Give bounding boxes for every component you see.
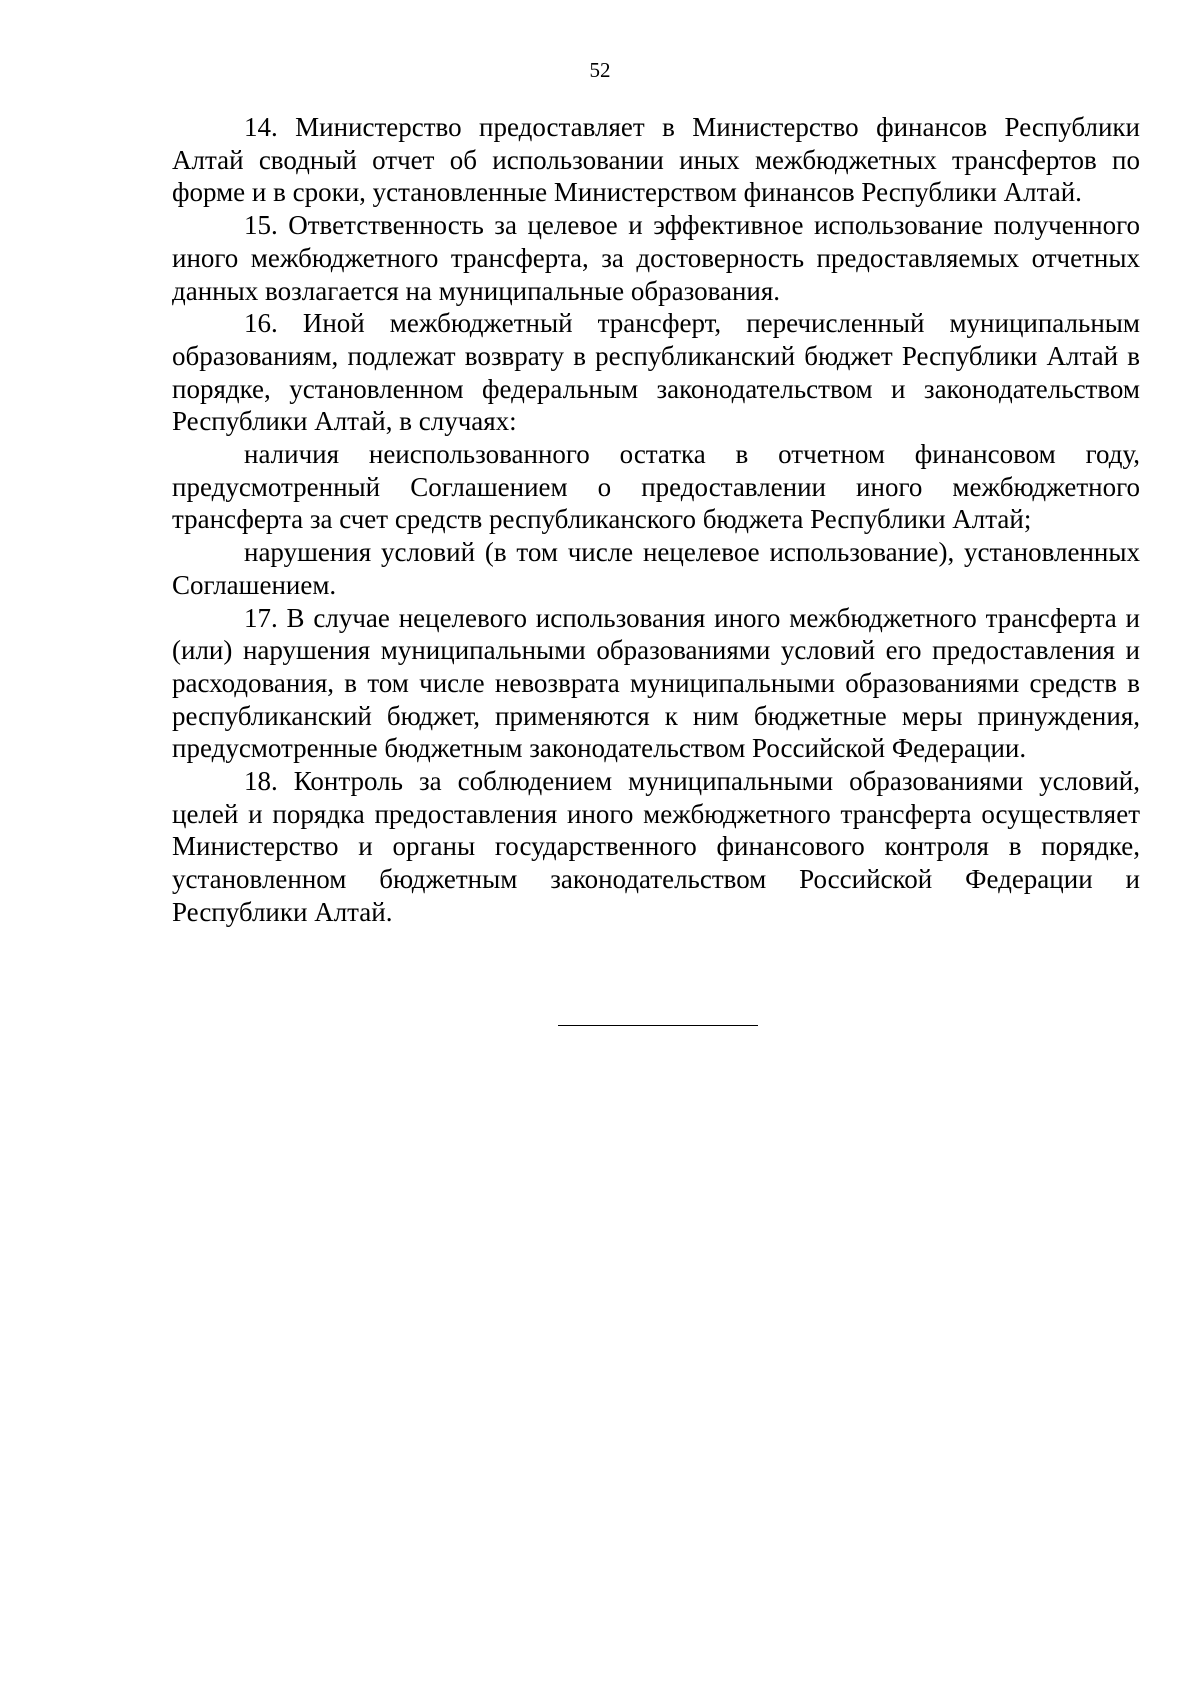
paragraph-18: 18. Контроль за соблюдением муниципальными образованиями условий, целей и порядка предоставления иного межбюджетного трансферта осуществляет Министерство и органы государственного финансового контроля в порядке, установленном бюджетным законодательством Российской Федерации и Республики Алтай.	[172, 766, 1140, 927]
end-divider	[558, 1025, 758, 1026]
paragraph-17: 17. В случае нецелевого использования иного межбюджетного трансферта и (или) нарушения муниципальными образованиями условий его предоставления и расходования, в том числе невозврата муниципальными образованиями средств в республиканский бюджет, применяются к ним бюджетные меры принуждения, предусмотренные бюджетным законодательством Российской Федерации.	[172, 602, 1140, 764]
paragraph-14: 14. Министерство предоставляет в Министерство финансов Республики Алтай сводный отчет об использовании иных межбюджетных трансфертов по форме и в сроки, установленные Министерством финансов Республики Алтай.	[172, 112, 1140, 208]
paragraph-15: 15. Ответственность за целевое и эффективное использование полученного иного межбюджетного трансферта, за достоверность предоставляемых отчетных данных возлагается на муниципальные образования.	[172, 210, 1140, 306]
paragraph-16-case-2: нарушения условий (в том числе нецелевое использование), установленных Соглашением.	[172, 537, 1140, 600]
document-body	[172, 111, 1140, 929]
paragraph-16-case-1: наличия неиспользованного остатка в отчетном финансовом году, предусмотренный Соглашением о предоставлении иного межбюджетного трансферта за счет средств республиканского бюджета Республики Алтай;	[172, 439, 1140, 535]
paragraph-16: 16. Иной межбюджетный трансферт, перечисленный муниципальным образованиям, подлежат возврату в республиканский бюджет Республики Алтай в порядке, установленном федеральным законодательством и законодательством Республики Алтай, в случаях:	[172, 308, 1140, 437]
page-number: 52	[589, 58, 611, 82]
